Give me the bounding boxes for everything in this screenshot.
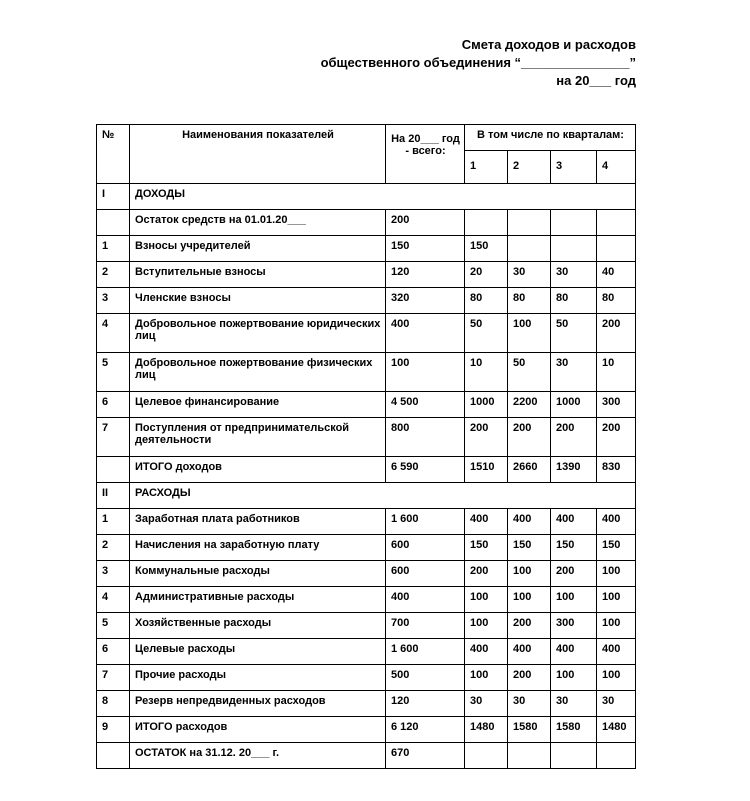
column-header-name: Наименования показателей (130, 125, 386, 184)
row-number-cell: 8 (97, 691, 130, 717)
row-total-cell: 800 (386, 418, 465, 457)
quarter-value-cell: 200 (597, 314, 636, 353)
quarter-value-cell: 150 (551, 535, 597, 561)
table-row (97, 418, 636, 457)
row-number-cell (97, 457, 130, 483)
row-number-cell: 5 (97, 353, 130, 392)
quarter-value-cell: 10 (465, 353, 508, 392)
row-number-cell: 3 (97, 288, 130, 314)
row-total-cell: 4 500 (386, 392, 465, 418)
quarter-value-cell: 1000 (551, 392, 597, 418)
quarter-value-cell: 50 (508, 353, 551, 392)
quarter-value-cell: 150 (508, 535, 551, 561)
quarter-value-cell: 30 (551, 262, 597, 288)
quarter-value-cell (508, 210, 551, 236)
quarter-value-cell: 150 (465, 236, 508, 262)
quarter-value-cell: 200 (465, 561, 508, 587)
row-number-cell: 7 (97, 665, 130, 691)
row-number-cell: 4 (97, 587, 130, 613)
quarter-value-cell: 400 (465, 509, 508, 535)
section-number: I (97, 184, 130, 210)
table-row (97, 665, 636, 691)
table-row (97, 288, 636, 314)
table-row (97, 743, 636, 769)
quarter-value-cell: 400 (597, 509, 636, 535)
quarter-value-cell: 80 (597, 288, 636, 314)
row-name-cell: Коммунальные расходы (130, 561, 386, 587)
quarter-value-cell: 1510 (465, 457, 508, 483)
row-total-cell: 670 (386, 743, 465, 769)
quarter-value-cell: 200 (508, 418, 551, 457)
quarter-value-cell: 80 (551, 288, 597, 314)
column-header-number: № (97, 125, 130, 184)
row-name-cell: Взносы учредителей (130, 236, 386, 262)
row-name-cell: Целевое финансирование (130, 392, 386, 418)
table-row (97, 392, 636, 418)
quarter-value-cell: 30 (597, 691, 636, 717)
row-name-cell: ОСТАТОК на 31.12. 20___ г. (130, 743, 386, 769)
row-total-cell: 600 (386, 561, 465, 587)
row-name-cell: Хозяйственные расходы (130, 613, 386, 639)
row-name-cell: ИТОГО доходов (130, 457, 386, 483)
quarter-header: 1 (465, 151, 508, 184)
quarter-value-cell: 80 (508, 288, 551, 314)
row-name-cell: Заработная плата работников (130, 509, 386, 535)
quarter-value-cell: 100 (465, 587, 508, 613)
row-number-cell: 6 (97, 392, 130, 418)
section-row (97, 483, 636, 509)
header-title: Смета доходов и расходов (461, 37, 636, 52)
header-year: на 20___ год (556, 73, 636, 88)
quarter-value-cell: 80 (465, 288, 508, 314)
quarter-value-cell: 2660 (508, 457, 551, 483)
row-number-cell: 3 (97, 561, 130, 587)
quarter-value-cell: 1000 (465, 392, 508, 418)
row-total-cell: 200 (386, 210, 465, 236)
quarter-value-cell: 50 (465, 314, 508, 353)
row-number-cell: 7 (97, 418, 130, 457)
row-name-cell: Целевые расходы (130, 639, 386, 665)
table-row (97, 236, 636, 262)
quarter-value-cell (508, 743, 551, 769)
table-row (97, 262, 636, 288)
row-number-cell: 4 (97, 314, 130, 353)
quarter-value-cell: 30 (508, 262, 551, 288)
table-row (97, 691, 636, 717)
row-name-cell: Начисления на заработную плату (130, 535, 386, 561)
section-number: II (97, 483, 130, 509)
quarter-value-cell: 400 (508, 509, 551, 535)
quarter-value-cell: 100 (597, 561, 636, 587)
quarter-header: 2 (508, 151, 551, 184)
quarter-value-cell: 100 (508, 587, 551, 613)
quarter-value-cell: 2200 (508, 392, 551, 418)
quarter-value-cell: 300 (551, 613, 597, 639)
quarter-value-cell: 1580 (551, 717, 597, 743)
table-header-row (97, 125, 636, 151)
row-number-cell: 6 (97, 639, 130, 665)
table-row (97, 210, 636, 236)
row-total-cell: 6 590 (386, 457, 465, 483)
row-name-cell: Вступительные взносы (130, 262, 386, 288)
row-total-cell: 100 (386, 353, 465, 392)
quarter-value-cell: 100 (508, 314, 551, 353)
row-name-cell: Резерв непредвиденных расходов (130, 691, 386, 717)
quarter-value-cell: 200 (597, 418, 636, 457)
quarter-value-cell: 50 (551, 314, 597, 353)
quarter-value-cell: 30 (508, 691, 551, 717)
table-row (97, 613, 636, 639)
quarter-value-cell: 200 (508, 613, 551, 639)
row-number-cell: 9 (97, 717, 130, 743)
quarter-value-cell: 100 (508, 561, 551, 587)
row-total-cell: 1 600 (386, 639, 465, 665)
quarter-value-cell: 400 (551, 639, 597, 665)
quarter-value-cell: 400 (597, 639, 636, 665)
row-name-cell: Добровольное пожертвование физических лиц (130, 353, 386, 392)
row-total-cell: 600 (386, 535, 465, 561)
quarter-value-cell (508, 236, 551, 262)
row-name-cell: ИТОГО расходов (130, 717, 386, 743)
table-row (97, 457, 636, 483)
quarter-value-cell: 1480 (465, 717, 508, 743)
row-total-cell: 320 (386, 288, 465, 314)
quarter-value-cell: 150 (465, 535, 508, 561)
quarter-value-cell: 300 (597, 392, 636, 418)
quarter-value-cell (465, 743, 508, 769)
table-row (97, 314, 636, 353)
row-number-cell (97, 743, 130, 769)
quarter-value-cell: 100 (551, 587, 597, 613)
quarter-value-cell: 30 (551, 691, 597, 717)
section-title: РАСХОДЫ (130, 483, 636, 509)
quarter-value-cell: 30 (465, 691, 508, 717)
quarter-value-cell: 100 (597, 587, 636, 613)
table-row (97, 639, 636, 665)
row-total-cell: 6 120 (386, 717, 465, 743)
budget-table-body (97, 125, 636, 769)
quarter-value-cell (551, 743, 597, 769)
quarter-value-cell: 100 (465, 613, 508, 639)
table-row (97, 561, 636, 587)
row-number-cell (97, 210, 130, 236)
quarter-header: 4 (597, 151, 636, 184)
quarter-value-cell (597, 236, 636, 262)
row-total-cell: 150 (386, 236, 465, 262)
table-row (97, 535, 636, 561)
row-name-cell: Членские взносы (130, 288, 386, 314)
section-row (97, 184, 636, 210)
table-row (97, 717, 636, 743)
section-title: ДОХОДЫ (130, 184, 636, 210)
row-number-cell: 2 (97, 535, 130, 561)
document-header (216, 36, 636, 90)
quarter-value-cell (551, 210, 597, 236)
quarter-header: 3 (551, 151, 597, 184)
quarter-value-cell: 100 (597, 665, 636, 691)
row-total-cell: 400 (386, 314, 465, 353)
row-number-cell: 5 (97, 613, 130, 639)
quarter-value-cell: 200 (551, 418, 597, 457)
row-total-cell: 700 (386, 613, 465, 639)
quarter-value-cell: 200 (508, 665, 551, 691)
budget-table (96, 124, 636, 769)
quarter-value-cell (465, 210, 508, 236)
quarter-value-cell: 20 (465, 262, 508, 288)
quarter-value-cell: 830 (597, 457, 636, 483)
row-total-cell: 1 600 (386, 509, 465, 535)
column-header-quarters: В том числе по кварталам: (465, 125, 636, 151)
row-name-cell: Прочие расходы (130, 665, 386, 691)
quarter-value-cell (597, 210, 636, 236)
row-name-cell: Административные расходы (130, 587, 386, 613)
quarter-value-cell: 1480 (597, 717, 636, 743)
quarter-value-cell (597, 743, 636, 769)
quarter-value-cell: 200 (551, 561, 597, 587)
quarter-value-cell: 100 (465, 665, 508, 691)
quarter-value-cell: 400 (465, 639, 508, 665)
quarter-value-cell: 10 (597, 353, 636, 392)
row-total-cell: 500 (386, 665, 465, 691)
quarter-value-cell: 100 (551, 665, 597, 691)
table-row (97, 353, 636, 392)
quarter-value-cell: 200 (465, 418, 508, 457)
column-header-total: На 20___ год - всего: (386, 125, 465, 184)
quarter-value-cell: 1580 (508, 717, 551, 743)
row-number-cell: 1 (97, 509, 130, 535)
quarter-value-cell: 30 (551, 353, 597, 392)
row-name-cell: Поступления от предпринимательской деятельности (130, 418, 386, 457)
row-number-cell: 2 (97, 262, 130, 288)
row-name-cell: Добровольное пожертвование юридических лиц (130, 314, 386, 353)
quarter-value-cell: 400 (508, 639, 551, 665)
header-organization: общественного объединения “_______________” (320, 55, 636, 70)
row-name-cell: Остаток средств на 01.01.20___ (130, 210, 386, 236)
quarter-value-cell: 1390 (551, 457, 597, 483)
quarter-value-cell (551, 236, 597, 262)
table-row (97, 587, 636, 613)
row-total-cell: 400 (386, 587, 465, 613)
quarter-value-cell: 100 (597, 613, 636, 639)
table-row (97, 509, 636, 535)
row-number-cell: 1 (97, 236, 130, 262)
quarter-value-cell: 400 (551, 509, 597, 535)
quarter-value-cell: 150 (597, 535, 636, 561)
quarter-value-cell: 40 (597, 262, 636, 288)
row-total-cell: 120 (386, 262, 465, 288)
row-total-cell: 120 (386, 691, 465, 717)
